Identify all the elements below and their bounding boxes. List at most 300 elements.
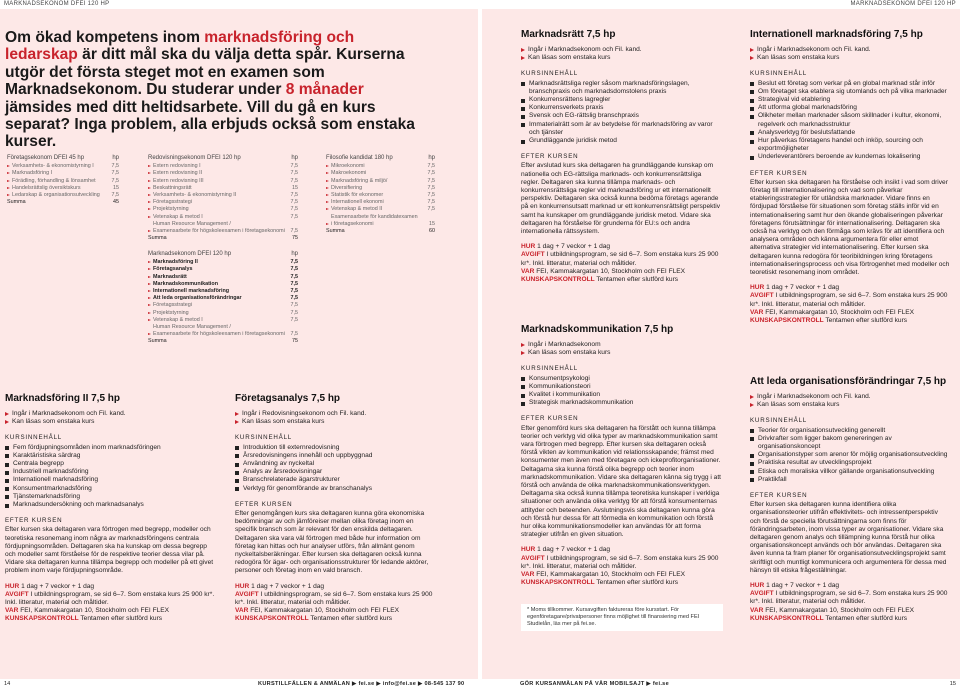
course-name: Extern redovisning II: [148, 170, 202, 177]
course-credits: 7,5: [290, 163, 298, 170]
table-row: [326, 163, 435, 170]
table-foretagsekonom: [7, 155, 119, 206]
table-row: [326, 206, 435, 213]
info-line: [521, 276, 721, 284]
content-item: Marknadsundersökning och marknadsanalys: [5, 501, 215, 509]
info-value: 1 dag + 7 veckor + 1 dag: [21, 582, 95, 590]
course-link[interactable]: Kan läsas som enstaka kurs: [5, 418, 215, 426]
content-item: Karaktäristiska särdrag: [5, 452, 215, 460]
course-name: Vetenskap & metod I: [148, 317, 203, 324]
course-credits: 7,5: [427, 177, 435, 184]
course-name: Beskattningsrätt: [148, 185, 192, 192]
info-value: I utbildningsprogram, se sid 6–7. Som enstaka kurs 25 900 kr*. Inkl. litteratur, material och måltider.: [521, 554, 719, 570]
table-row: [326, 214, 435, 221]
info-label: VAR: [750, 308, 764, 316]
course-credits: 7,5: [427, 163, 435, 170]
table-row: [148, 317, 298, 324]
info-label: HUR: [750, 582, 765, 590]
course-name: Förädling, förhandling & lönsamhet: [7, 178, 96, 185]
table-unit: hp: [291, 155, 298, 161]
table-title: Filosofie kandidat 180 hp: [326, 155, 393, 161]
course-link[interactable]: Kan läsas som enstaka kurs: [521, 54, 721, 62]
section-label: EFTER KURSEN: [521, 415, 579, 423]
info-value: 1 dag + 7 veckor + 1 dag: [766, 582, 840, 590]
course-credits: 7,5: [290, 206, 298, 213]
content-item: Strategisk marknadskommunikation: [521, 399, 721, 407]
sum-label: Summa: [7, 199, 26, 206]
content-item: Organisationstyper som arenor för möjlig organisationsutveckling: [750, 451, 950, 459]
table-row: [148, 324, 298, 331]
info-label: KUNSKAPSKONTROLL: [750, 614, 824, 622]
course-credits: 7,5: [290, 331, 298, 338]
content-item: Kvalitet i kommunikation: [521, 391, 721, 399]
sum-label: Summa: [148, 235, 167, 242]
footer-contact-left: KURSTILLFÄLLEN & ANMÄLAN ▶ fei.se ▶ info@fei.se ▶ 08-545 137 90: [258, 681, 465, 687]
footnote: * Moms tillkommer. Kursavgiften faktureras före kursstart. För egenföretagare/privatpersoner finns möjlighet till finansiering med FEI Studielån, läs mer på fei.se.: [521, 604, 723, 631]
course-credits: 7,5: [290, 199, 298, 206]
table-row: [326, 221, 435, 228]
course-foretagsanalys: [235, 394, 435, 624]
table-title: Redovisningsekonom DFEI 120 hp: [148, 155, 241, 161]
info-line: [5, 583, 215, 591]
info-line: [521, 579, 721, 587]
course-credits: 7,5: [290, 295, 298, 302]
info-value: Tentamen efter slutförd kurs: [80, 615, 163, 623]
footer-contact-right: GÖR KURSANMÄLAN PÅ VÅR MOBILSAJT ▶ fei.se: [520, 681, 669, 687]
info-line: [750, 284, 950, 292]
info-label: HUR: [750, 284, 765, 292]
info-line: [521, 268, 721, 276]
content-list: [5, 444, 215, 510]
content-item: Centrala begrepp: [5, 460, 215, 468]
footer: [0, 679, 960, 689]
course-credits: 7,5: [290, 213, 298, 220]
content-item: Användning av nyckeltal: [235, 460, 435, 468]
course-link[interactable]: Ingår i Marknadsekonom och Fil. kand.: [5, 410, 215, 418]
info-line: [5, 607, 215, 615]
content-list: [750, 80, 950, 162]
info-label: KUNSKAPSKONTROLL: [521, 579, 595, 587]
table-sum: [148, 338, 298, 345]
section-label: EFTER KURSEN: [5, 517, 63, 525]
after-text: Efter kursen ska deltagaren vara förtrogen med begrepp, modeller och teoretiska resonemang inom några av marknadsföringens centrala fördjupningsområden. Deltagaren ska ha kunskap om dessa begrepp och modeller samt förståelse för de respektive teorier dessa vilar på. Vidare ska deltagaren kunna tillämpa begrepp och modeller på ett givet problem inom varje fördjupningsområde.: [5, 526, 214, 575]
info-value: Tentamen efter slutförd kurs: [596, 579, 679, 587]
info-value: Tentamen efter slutförd kurs: [825, 614, 908, 622]
course-name: i företagsekonomi: [326, 221, 374, 228]
info-line: [5, 615, 215, 623]
info-value: FEI, Kammakargatan 10, Stockholm och FEI FLEX: [250, 607, 400, 615]
content-item: Praktikfall: [750, 476, 950, 484]
course-link[interactable]: Ingår i Marknadsekonom och Fil. kand.: [750, 46, 950, 54]
table-row: [148, 288, 298, 295]
table-row: [326, 192, 435, 199]
info-line: [750, 590, 950, 606]
section-label: KURSINNEHÅLL: [5, 434, 63, 442]
info-value: FEI, Kammakargatan 10, Stockholm och FEI FLEX: [536, 571, 686, 579]
course-credits: 7,5: [290, 266, 298, 273]
table-header: [7, 155, 119, 162]
info-line: [235, 591, 435, 607]
content-item: Verktyg för genomförande av branschanalys: [235, 485, 435, 493]
course-name: Internationell marknadsföring: [148, 288, 229, 295]
table-row: [7, 178, 119, 185]
course-info: [750, 284, 950, 325]
course-credits: 7,5: [427, 184, 435, 191]
course-name: Internationell ekonomi: [326, 199, 384, 206]
info-value: I utbildningsprogram, se sid 6–7. Som enstaka kurs 25 900 kr*. Inkl. litteratur, material och måltider.: [750, 292, 948, 308]
course-credits: 7,5: [290, 288, 298, 295]
content-item: Teorier för organisationsutveckling generellt: [750, 427, 950, 435]
course-name: Extern redovisning I: [148, 163, 201, 170]
table-header: [326, 155, 435, 162]
info-line: [521, 571, 721, 579]
course-link[interactable]: Kan läsas som enstaka kurs: [750, 54, 950, 62]
table-row: [7, 163, 119, 170]
content-item: Underleverantörers beroende av kundernas lokalisering: [750, 153, 950, 161]
info-line: [521, 251, 721, 267]
info-label: AVGIFT: [235, 590, 259, 598]
info-label: VAR: [521, 267, 535, 275]
info-line: [235, 607, 435, 615]
info-line: [750, 607, 950, 615]
content-item: Grundläggande juridisk metod: [521, 137, 721, 145]
course-name: Marknadskommunikation: [148, 281, 218, 288]
table-row: [326, 170, 435, 177]
course-marknadsratt: [521, 30, 721, 284]
info-label: HUR: [5, 582, 20, 590]
info-label: AVGIFT: [750, 292, 774, 300]
info-label: HUR: [235, 582, 250, 590]
course-info: [521, 243, 721, 284]
hero-highlight-2: 8 månader: [285, 81, 364, 99]
info-value: FEI, Kammakargatan 10, Stockholm och FEI FLEX: [765, 308, 915, 316]
info-line: [750, 309, 950, 317]
course-credits: 7,5: [290, 309, 298, 316]
course-name: Att leda organisationsförändringar: [148, 295, 242, 302]
info-line: [5, 591, 215, 607]
table-row: [148, 295, 298, 302]
section-label: KURSINNEHÅLL: [235, 434, 293, 442]
info-label: AVGIFT: [750, 590, 774, 598]
content-item: Analys av årsredovisningar: [235, 468, 435, 476]
course-link[interactable]: Kan läsas som enstaka kurs: [521, 349, 721, 357]
course-credits: 7,5: [290, 192, 298, 199]
info-label: VAR: [521, 571, 535, 579]
table-row: [148, 266, 298, 273]
course-link[interactable]: Ingår i Marknadsekonom och Fil. kand.: [750, 393, 950, 401]
table-row: [148, 170, 298, 177]
info-value: FEI, Kammakargatan 10, Stockholm och FEI FLEX: [20, 607, 170, 615]
header-right: MARKNADSEKONOM DFEI 120 HP: [850, 1, 956, 7]
info-label: AVGIFT: [521, 554, 545, 562]
table-title: Företagsekonom DFEI 45 hp: [7, 155, 85, 161]
course-credits: 7,5: [427, 170, 435, 177]
course-marknadskommunikation: [521, 325, 721, 587]
table-row: [148, 274, 298, 281]
course-name: Makroekonomi: [326, 170, 366, 177]
sum-value: 75: [292, 235, 298, 242]
content-item: Svensk och EG-rättslig branschpraxis: [521, 112, 721, 120]
table-row: [148, 221, 298, 228]
course-internationell-marknadsforing: [750, 30, 950, 325]
content-item: Etiska och moraliska villkor gällande organisationsutveckling: [750, 468, 950, 476]
course-credits: 7,5: [290, 273, 298, 280]
content-item: Internationell marknadsföring: [5, 476, 215, 484]
table-title: Marknadsekonom DFEI 120 hp: [148, 251, 232, 257]
table-row: [148, 281, 298, 288]
sum-value: 60: [429, 228, 435, 235]
section-label: EFTER KURSEN: [521, 153, 579, 161]
hero-highlight-1: marknadsföring och ledarskap: [5, 29, 355, 64]
table-row: [7, 185, 119, 192]
course-link[interactable]: Ingår i Redovisningsekonom och Fil. kand.: [235, 410, 435, 418]
info-value: 1 dag + 7 veckor + 1 dag: [537, 243, 611, 251]
course-name: Examensarbete för högskoleexamen i företagsekonomi: [148, 331, 285, 338]
course-title: Att leda organisationsförändringar 7,5 hp: [750, 376, 947, 387]
content-list: [750, 427, 950, 484]
page-number-right: 15: [949, 681, 956, 687]
table-row: [148, 163, 298, 170]
course-name: Marknadsföring & miljö/: [326, 178, 387, 185]
content-item: Kommunikationsteori: [521, 383, 721, 391]
course-credits: 7,5: [111, 170, 119, 177]
course-link[interactable]: Kan läsas som enstaka kurs: [235, 418, 435, 426]
content-item: Beslut ett företag som verkar på en global marknad står inför: [750, 80, 950, 88]
content-item: Analysverktyg för beslutsfattande: [750, 129, 950, 137]
table-row: [148, 185, 298, 192]
info-value: FEI, Kammakargatan 10, Stockholm och FEI FLEX: [765, 606, 915, 614]
course-info: [5, 583, 215, 624]
course-credits: 7,5: [290, 316, 298, 323]
content-item: Årsredovisningens innehåll och uppbyggnad: [235, 452, 435, 460]
running-header: [0, 0, 960, 9]
table-unit: hp: [291, 251, 298, 257]
table-header: [148, 251, 298, 258]
after-text: Efter avslutad kurs ska deltagaren ha grundläggande kunskap om nationella och EG-rättsliga marknads- och konkurrensrättsliga regler. Deltagaren ska kunna tillämpa marknads- och konkurrensrättsliga regler vid marknadsföring ur ett internationellt perspektiv. Deltagaren ska också kunna bedöma företags agerande på en konkurrensutsatt marknad ur ett konkurrensrättsligt perspektiv samt ha kunskaper om grundläggande juridisk metod. Vidare ska deltagaren ha förståelse för grunderna för EU:s och andra internationella rättssystem.: [521, 162, 721, 236]
table-row: [326, 178, 435, 185]
course-name: Ledarskap & organisationsutveckling: [7, 192, 100, 199]
info-label: HUR: [521, 546, 536, 554]
course-name: Examensarbete för kandidatexamen: [331, 213, 418, 220]
info-value: Tentamen efter slutförd kurs: [825, 317, 908, 325]
info-value: Tentamen efter slutförd kurs: [596, 276, 679, 284]
course-credits: 7,5: [111, 192, 119, 199]
info-line: [521, 243, 721, 251]
course-credits: 7,5: [290, 302, 298, 309]
course-name: Statistik för ekonomer: [326, 192, 383, 199]
content-item: Marknadsrättsliga regler såsom marknadsföringslagen, branschpraxis och marknadsdomstolens praxis: [521, 80, 721, 96]
info-label: KUNSKAPSKONTROLL: [235, 615, 309, 623]
info-value: 1 dag + 7 veckor + 1 dag: [251, 582, 325, 590]
table-redovisningsekonom: [148, 155, 298, 242]
sum-value: 75: [292, 338, 298, 345]
info-label: AVGIFT: [521, 251, 545, 259]
course-name: Mikroekonomi: [326, 163, 365, 170]
info-line: [521, 546, 721, 554]
course-name: Human Resource Management /: [153, 324, 231, 331]
course-name: Human Resource Management /: [153, 220, 231, 227]
section-label: EFTER KURSEN: [750, 169, 808, 177]
info-value: FEI, Kammakargatan 10, Stockholm och FEI FLEX: [536, 267, 686, 275]
course-name: Företagsanalys: [148, 266, 193, 273]
course-info: [750, 582, 950, 623]
hero-heading: Om ökad kompetens inom marknadsföring och ledarskap är ditt mål ska du välja detta spår. Kurserna utgör det första steget mot en examen som Marknadsekonom. Du studerar under 8 månader jämsides med ditt heltidsarbete. Vill du gå en kurs separat? Inga problem, alla erbjuds också som enstaka kurser.: [5, 29, 415, 151]
info-value: I utbildningsprogram, se sid 6–7. Som enstaka kurs 25 900 kr*. Inkl. litteratur, material och måltider.: [5, 590, 215, 607]
table-row: [148, 259, 298, 266]
course-name: Handelsrättslig översiktskurs: [7, 185, 81, 192]
info-label: KUNSKAPSKONTROLL: [5, 615, 79, 623]
course-credits: 7,5: [427, 199, 435, 206]
content-item: Hur påverkas företagens handel och inköp, sourcing och exportmöjligheter: [750, 137, 950, 153]
table-row: [148, 302, 298, 309]
course-credits: 7,5: [290, 177, 298, 184]
course-credits: 7,5: [290, 259, 298, 266]
course-credits: 7,5: [290, 228, 298, 235]
after-text: Efter genomgången kurs ska deltagaren kunna göra ekonomiska bedömningar av och jämföreiser mellan olika företag inom en specifik bransch som är relevant för den enskilda deltagaren. Deltagaren ska vara väl förtrogen med både hur information om företag kan hittas och hur analyser utförs, från allmänt genom nyckeltalsberäkningar. Efter kursen ska deltagaren också kunna redogöra för ägar- och organisationsstrukturer för ledande aktörer, personer och företag inom en vald bransch.: [235, 510, 429, 575]
course-link[interactable]: Ingår i Marknadsekonom och Fil. kand.: [521, 46, 721, 54]
content-item: Strategival vid etablering: [750, 96, 950, 104]
course-name: Projektstyrning: [148, 310, 189, 317]
content-item: Branschrelaterade ägarstrukturer: [235, 476, 435, 484]
content-item: Konsumentpsykologi: [521, 375, 721, 383]
content-item: Konsumentmarknadsföring: [5, 485, 215, 493]
course-name: Vetenskap & metod I: [148, 214, 203, 221]
table-sum: [148, 235, 298, 242]
sum-value: 45: [113, 199, 119, 206]
content-item: Tjänstemarknadsföring: [5, 493, 215, 501]
course-title: Marknadsföring II 7,5 hp: [5, 393, 121, 404]
content-item: Industriell marknadsföring: [5, 468, 215, 476]
table-marknadsekonom: [148, 251, 298, 346]
course-title: Internationell marknadsföring 7,5 hp: [750, 29, 923, 40]
sum-label: Summa: [148, 338, 167, 345]
table-row: [148, 178, 298, 185]
course-name: Extern redovisning III: [148, 178, 204, 185]
content-list: [235, 444, 435, 493]
table-row: [148, 192, 298, 199]
course-credits: 7,5: [290, 170, 298, 177]
table-row: [148, 228, 298, 235]
content-item: Att utforma global marknadsföring: [750, 104, 950, 112]
content-item: Introduktion till externredovisning: [235, 444, 435, 452]
info-value: Tentamen efter slutförd kurs: [310, 615, 393, 623]
info-value: I utbildningsprogram, se sid 6–7. Som enstaka kurs 25 900 kr*. Inkl. litteratur, material och måltider.: [750, 590, 948, 606]
info-label: VAR: [5, 607, 19, 615]
course-title: Marknadskommunikation 7,5 hp: [521, 324, 674, 335]
table-row: [148, 214, 298, 221]
info-line: [750, 615, 950, 623]
course-name: Marknadsföring II: [148, 259, 198, 266]
table-sum: [326, 228, 435, 235]
info-line: [750, 292, 950, 308]
table-row: [7, 170, 119, 177]
after-text: Efter kursen ska deltagaren ha förståelse och insikt i vad som driver företag till internationalisering och vad som påverkar etableringsstrategier för utländska marknader. Vidare finns en fördjupad förståelse för situationen som företag ställs inför vid en internationalisering samt hur den ökande globaliseringen påverkar företagens förutsättningar för internationalisering. Deltagaren ska också ha verktyg och den förmåga som krävs för att identifiera och analysera områden och känna argumentera för eller emot alternativa strategier vid internationalisering. Efter kursen ska deltagaren kunna redogöra för teoribildningen kring företagens internationaliseringsprocess och visa förtrogenhet med modeller och teoretiskt resonemang inom området.: [750, 178, 950, 277]
course-att-leda-organisationsforandringar: [750, 377, 950, 623]
content-list: [521, 80, 721, 146]
section-label: KURSINNEHÅLL: [750, 417, 808, 425]
info-label: VAR: [750, 606, 764, 614]
info-value: 1 dag + 7 veckor + 1 dag: [537, 546, 611, 554]
info-label: KUNSKAPSKONTROLL: [521, 276, 595, 284]
table-unit: hp: [112, 155, 119, 161]
course-name: Marknadsrätt: [148, 274, 187, 281]
table-row: [326, 199, 435, 206]
course-info: [235, 583, 435, 624]
table-sum: [7, 199, 119, 206]
info-value: I utbildningsprogram, se sid 6–7. Som enstaka kurs 25 900 kr*. Inkl. litteratur, material och måltider.: [521, 251, 719, 267]
course-info: [521, 546, 721, 587]
course-credits: 7,5: [290, 280, 298, 287]
info-line: [521, 555, 721, 571]
course-marknadsforing-ii: [5, 394, 215, 624]
table-row: [148, 206, 298, 213]
course-credits: 15: [429, 220, 435, 227]
page-number-left: 14: [4, 681, 11, 687]
course-credits: 7,5: [427, 192, 435, 199]
course-name: Projektstyrning: [148, 206, 189, 213]
after-text: Efter kursen ska deltagaren kunna identifiera olika organisationsteorier utifrån effektivitets- och intressentperspektiv och förstå de speciella förutsättningarna som finns för förändringsarbeten, inom vissa typer av organisationer. Vidare ska deltagaren genom analys och tillämpning kunna förstå hur olika organisationskoncept används och bör användas. Deltagaren ska även kunna ta fram planer för organisationsutvecklingsprojekt samt skriftligt och muntligt kommunicera och argumentera för dessa med hänsyn till etiska frågeställningar.: [750, 501, 947, 574]
info-label: HUR: [521, 243, 536, 251]
table-unit: hp: [428, 155, 435, 161]
info-label: KUNSKAPSKONTROLL: [750, 317, 824, 325]
section-label: EFTER KURSEN: [750, 492, 808, 500]
course-name: Examensarbete för högskoleexamen i företagsekonomi: [148, 228, 285, 235]
header-left: MARKNADSEKONOM DFEI 120 HP: [4, 1, 110, 7]
course-title: Marknadsrätt 7,5 hp: [521, 29, 616, 40]
info-value: 1 dag + 7 veckor + 1 dag: [766, 284, 840, 292]
course-name: Företagsstrategi: [148, 302, 192, 309]
info-line: [235, 615, 435, 623]
course-credits: 7,5: [427, 206, 435, 213]
section-label: KURSINNEHÅLL: [521, 365, 579, 373]
content-item: Konkurrensverkets praxis: [521, 104, 721, 112]
course-credits: 15: [113, 184, 119, 191]
info-line: [750, 582, 950, 590]
course-credits: 7,5: [111, 163, 119, 170]
content-item: Immaterialrätt som är av betydelse för marknadsföring av varor och tjänster: [521, 121, 721, 137]
table-row: [148, 310, 298, 317]
course-link[interactable]: Ingår i Marknadsekonom: [521, 341, 721, 349]
course-link[interactable]: Kan läsas som enstaka kurs: [750, 401, 950, 409]
section-label: EFTER KURSEN: [235, 500, 293, 508]
table-row: [148, 199, 298, 206]
table-row: [326, 185, 435, 192]
content-item: Olikheter mellan marknader såsom skillnader i kultur, ekonomi, regelverk och marknadsstruktur: [750, 112, 950, 128]
course-name: Vetenskap & metod II: [326, 206, 382, 213]
table-filosofie-kandidat: [326, 155, 435, 235]
info-label: AVGIFT: [5, 590, 29, 598]
info-line: [750, 317, 950, 325]
content-list: [521, 375, 721, 408]
section-label: KURSINNEHÅLL: [750, 70, 808, 78]
section-label: KURSINNEHÅLL: [521, 70, 579, 78]
info-line: [235, 583, 435, 591]
content-item: Om företaget ska etablera sig utomlands och på vilka marknader: [750, 88, 950, 96]
course-name: Verksamhets- & ekonomistyrning I: [7, 163, 94, 170]
info-value: I utbildningsprogram, se sid 6–7. Som enstaka kurs 25 900 kr*. Inkl. litteratur, material och måltider.: [235, 590, 433, 607]
sum-label: Summa: [326, 228, 345, 235]
content-item: Drivkrafter som ligger bakom genereringen av organisationskoncept: [750, 435, 950, 451]
content-item: Praktiska resultat av utvecklingsprojekt: [750, 459, 950, 467]
course-name: Företagsstrategi: [148, 199, 192, 206]
course-name: Verksamhets- & ekonomistyrning II: [148, 192, 236, 199]
course-title: Företagsanalys 7,5 hp: [235, 393, 341, 404]
table-header: [148, 155, 298, 162]
content-item: Fem fördjupningsområden inom marknadsföringen: [5, 444, 215, 452]
course-name: Marknadsföring I: [7, 170, 52, 177]
course-name: Diversifiering: [326, 185, 362, 192]
after-text: Efter genomförd kurs ska deltagaren ha förstått och kunna tillämpa teorier och verktyg vid olika typer av marknadskommunikation samt vara förtrogen med begrepp. Efter kursen ska deltagaren också förstå vikten av kommunikation vid relationsskapande; främst med konsumenter men även med företagare och ickeprofitorganisationer. Deltagarna ska kunna förstå olika begrepp och teorier inom marknadskommunikation. Vidare ska deltagaren känna sig trygg i att förstå och använda de olika marknadskommunikationsverktygen. Deltagarna ska också kunna tillämpa teoretiska kunskaper i verkliga situationer och använda olika verktyg för att förstå konsumenternas attityder och beteenden. Avslutningsvis ska deltagaren kunna göra och förstå hur dessa för att förmedla en kommunikation och förstå hur olika kommunikationsmodeller kan användas för att forma strategier utifrån en given situation.: [521, 424, 721, 539]
